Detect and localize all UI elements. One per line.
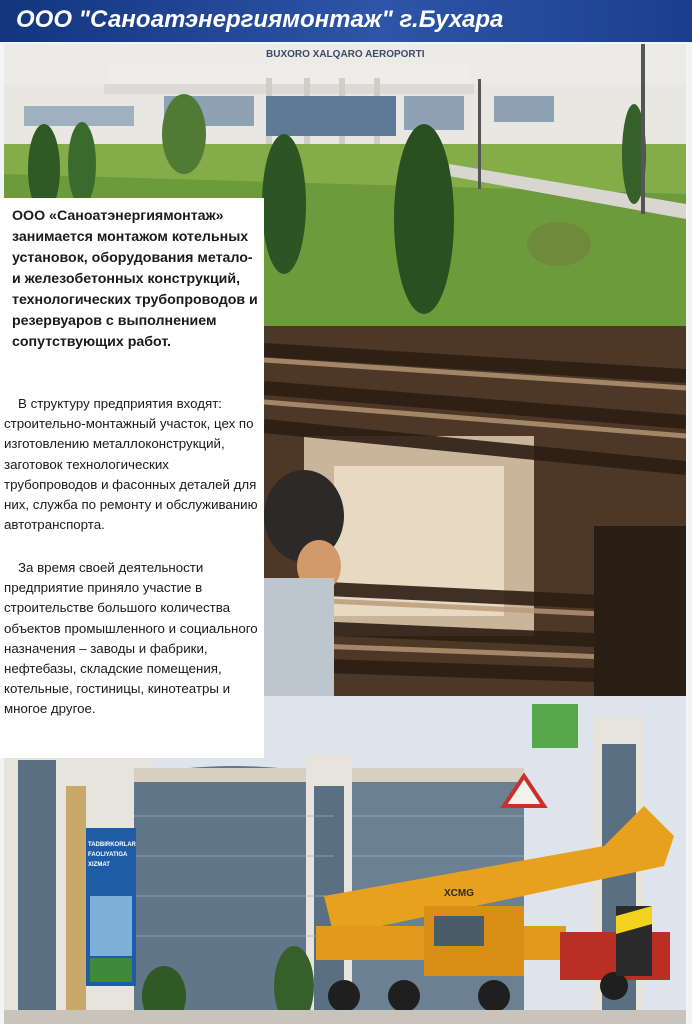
description-panel [0, 198, 264, 758]
pipes-photo-illustration [264, 326, 686, 696]
airport-sign: BUXORO XALQARO AEROPORTI [266, 49, 425, 60]
projects-paragraph: За время своей деятельности предприятие приняло участие в строительстве большого количества объектов промышленного и социального назначения – заводы и фабрики, нефтебазы, складские помещения, котельные, гостиницы, кинотеатры и многое другое. [4, 560, 258, 717]
crane-brand-label: XCMG [444, 888, 474, 899]
pipes-photo [264, 326, 686, 696]
structure-paragraph: В структуру предприятия входят: строительно-монтажный участок, цех по изготовлению металлоконструкций, заготовок технологических трубопроводов и фасонных деталей для них, служба по ремонту и обслуживанию автотранспорта. [4, 396, 258, 533]
banner-line-1: TADBIRKORLAR [88, 842, 136, 848]
header-banner [0, 0, 692, 42]
lead-paragraph: ООО «Саноатэнергиямонтаж» занимается монтажом котельных установок, оборудования метало- и железобетонных конструкций, технологических трубопроводов и резервуаров с выполнением сопутствующих работ. [12, 208, 258, 350]
banner-line-2: FAOLIYATIGA [88, 852, 128, 858]
page-title: ООО "Саноатэнергиямонтаж" г.Бухара [16, 6, 504, 33]
banner-line-3: XIZMAT [88, 862, 110, 868]
